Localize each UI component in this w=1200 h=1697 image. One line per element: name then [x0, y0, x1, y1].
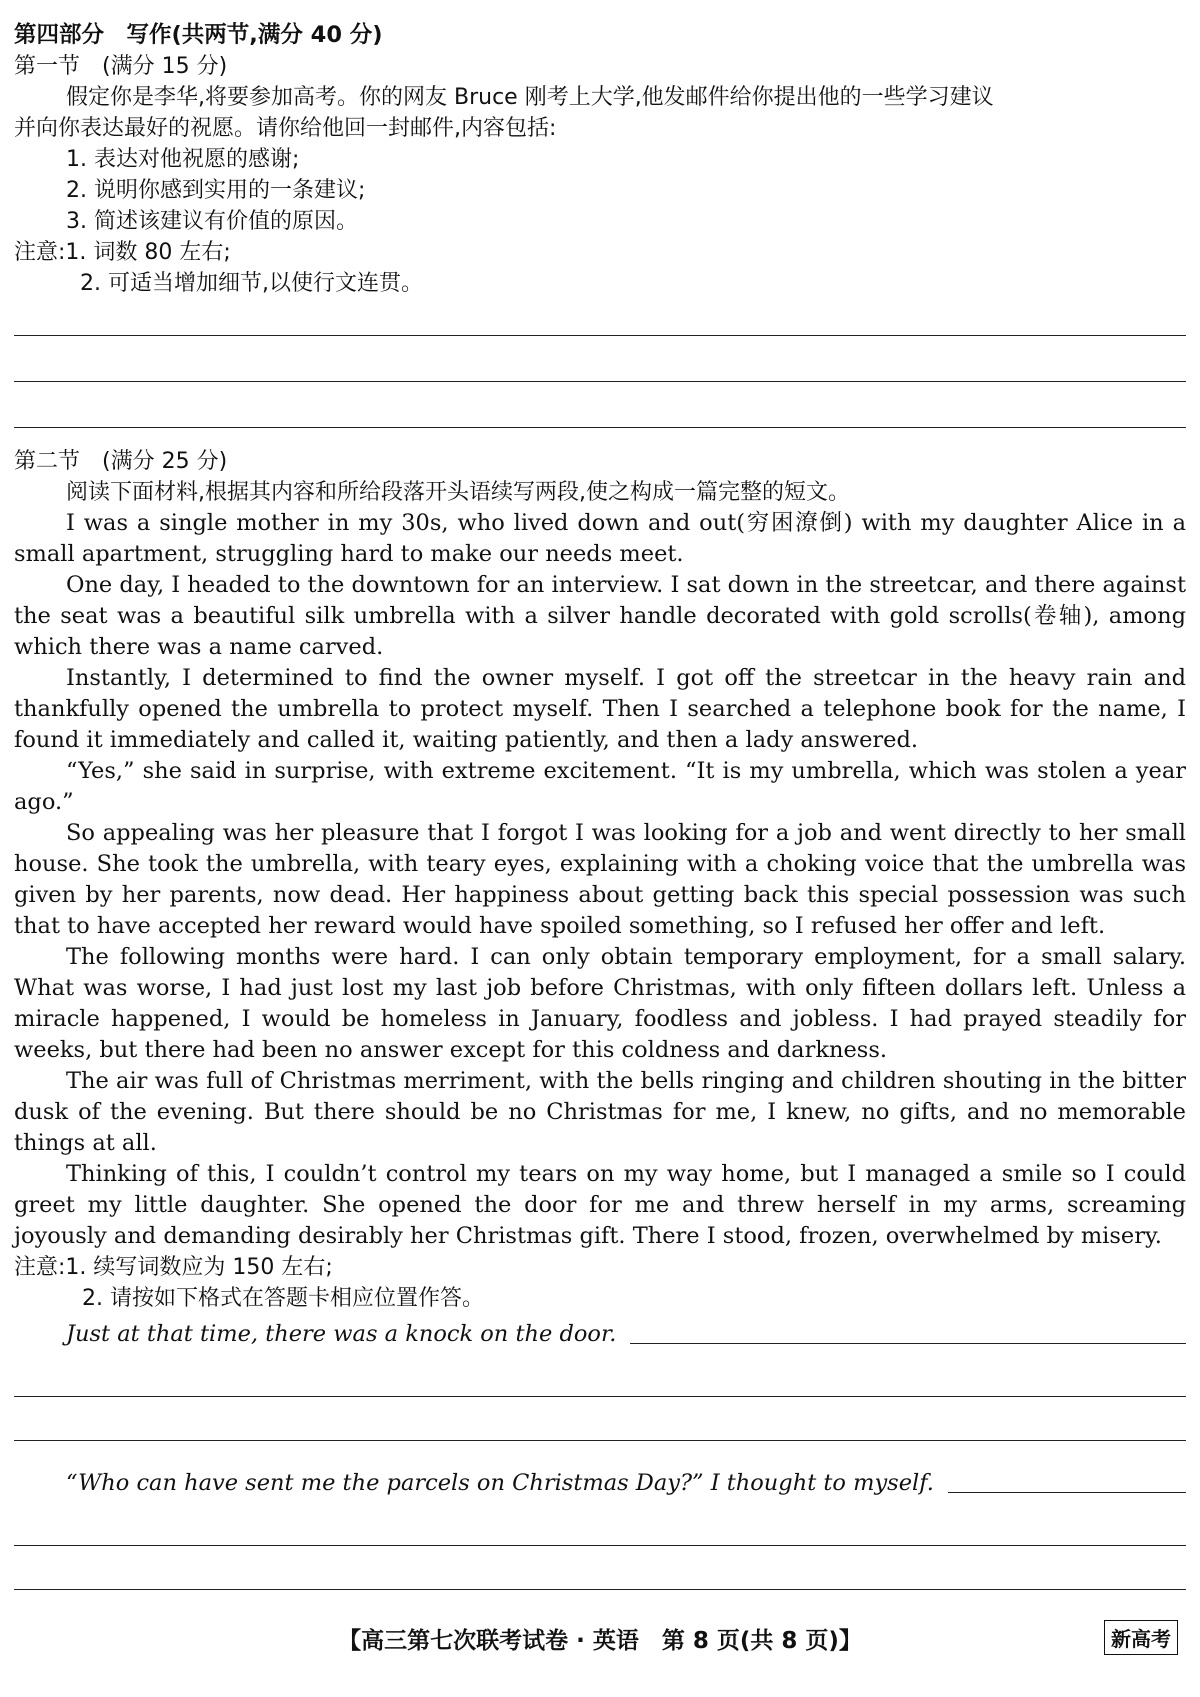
answer-line — [14, 1589, 1186, 1590]
exam-page — [14, 20, 1186, 1590]
section1-intro-line1: 假定你是李华,将要参加高考。你的网友 Bruce 刚考上大学,他发邮件给你提出他的一些学习建议 — [66, 85, 994, 110]
story-paragraph: Instantly, I determined to find the owner myself. I got off the streetcar in the heavy rain and thankfully opened the umbrella to protect myself. Then I searched a telephone book for the name, I found it immediately and called it, waiting patiently, and then a lady answered. — [14, 665, 1186, 753]
story-paragraph: The following months were hard. I can only obtain temporary employment, for a small salary. What was worse, I had just lost my last job before Christmas, with only fifteen dollars left. Unless a miracle happened, I would be homeless in January, foodless and jobless. I had prayed steadily for weeks, but there had been no answer except for this coldness and darkness. — [14, 944, 1186, 1063]
prompt-2-text: “Who can have sent me the parcels on Christmas Day?” I thought to myself. — [66, 1470, 934, 1496]
exam-type-badge: 新高考 — [1104, 1620, 1178, 1655]
section1-note-2: 2. 可适当增加细节,以使行文连贯。 — [80, 271, 423, 296]
section1-item-1: 1. 表达对他祝愿的感谢; — [66, 147, 300, 172]
section1-note-1: 注意:1. 词数 80 左右; — [14, 240, 231, 265]
section2-note-1: 注意:1. 续写词数应为 150 左右; — [14, 1255, 333, 1280]
story-paragraph: I was a single mother in my 30s, who lived down and out(穷困潦倒) with my daughter Alice in a small apartment, struggling hard to make our needs meet. — [14, 510, 1186, 567]
story-paragraph: One day, I headed to the downtown for an interview. I sat down in the streetcar, and there against the seat was a beautiful silk umbrella with a silver handle decorated with gold scrolls(卷轴), among which there was a name carved. — [14, 572, 1187, 660]
story-paragraph: Thinking of this, I couldn’t control my tears on my way home, but I managed a smile so I could greet my little daughter. She opened the door for me and threw herself in my arms, screaming joyously and demanding desirably her Christmas gift. There I stood, frozen, overwhelmed by misery. — [14, 1161, 1186, 1249]
section2-instruction: 阅读下面材料,根据其内容和所给段落开头语续写两段,使之构成一篇完整的短文。 — [66, 480, 850, 505]
story-paragraph: The air was full of Christmas merriment, with the bells ringing and children shouting in the bitter dusk of the evening. But there should be no Christmas for me, I knew, no gifts, and no memorable things at all. — [14, 1068, 1186, 1156]
part-title: 第四部分 写作(共两节,满分 40 分) — [14, 22, 383, 48]
section1-intro-line2: 并向你表达最好的祝愿。请你给他回一封邮件,内容包括: — [14, 116, 557, 141]
section1-title: 第一节 (满分 15 分) — [14, 54, 228, 79]
prompt-1-text: Just at that time, there was a knock on the door. — [66, 1321, 617, 1347]
section2-title: 第二节 (满分 25 分) — [14, 449, 228, 474]
answer-line — [948, 1492, 1186, 1493]
page-footer — [0, 1618, 1200, 1658]
section2-note-2: 2. 请按如下格式在答题卡相应位置作答。 — [82, 1286, 484, 1311]
continuation-prompt-2 — [14, 1463, 1186, 1499]
section1-item-2: 2. 说明你感到实用的一条建议; — [66, 178, 366, 203]
section1-item-3: 3. 简述该建议有价值的原因。 — [66, 209, 358, 234]
story-paragraph: So appealing was her pleasure that I forgot I was looking for a job and went directly to her small house. She took the umbrella, with teary eyes, explaining with a choking voice that the umbrella was given by her parents, now dead. Her happiness about getting back this special possession was such that to have accepted her reward would have spoiled something, so I refused her offer and left. — [14, 820, 1186, 939]
answer-line — [630, 1343, 1186, 1344]
story-paragraph: “Yes,” she said in surprise, with extreme excitement. “It is my umbrella, which was stolen a year ago.” — [14, 758, 1186, 815]
continuation-prompt-1 — [14, 1314, 1186, 1350]
footer-title: 【高三第七次联考试卷 · 英语 第 8 页(共 8 页)】 — [338, 1628, 862, 1654]
